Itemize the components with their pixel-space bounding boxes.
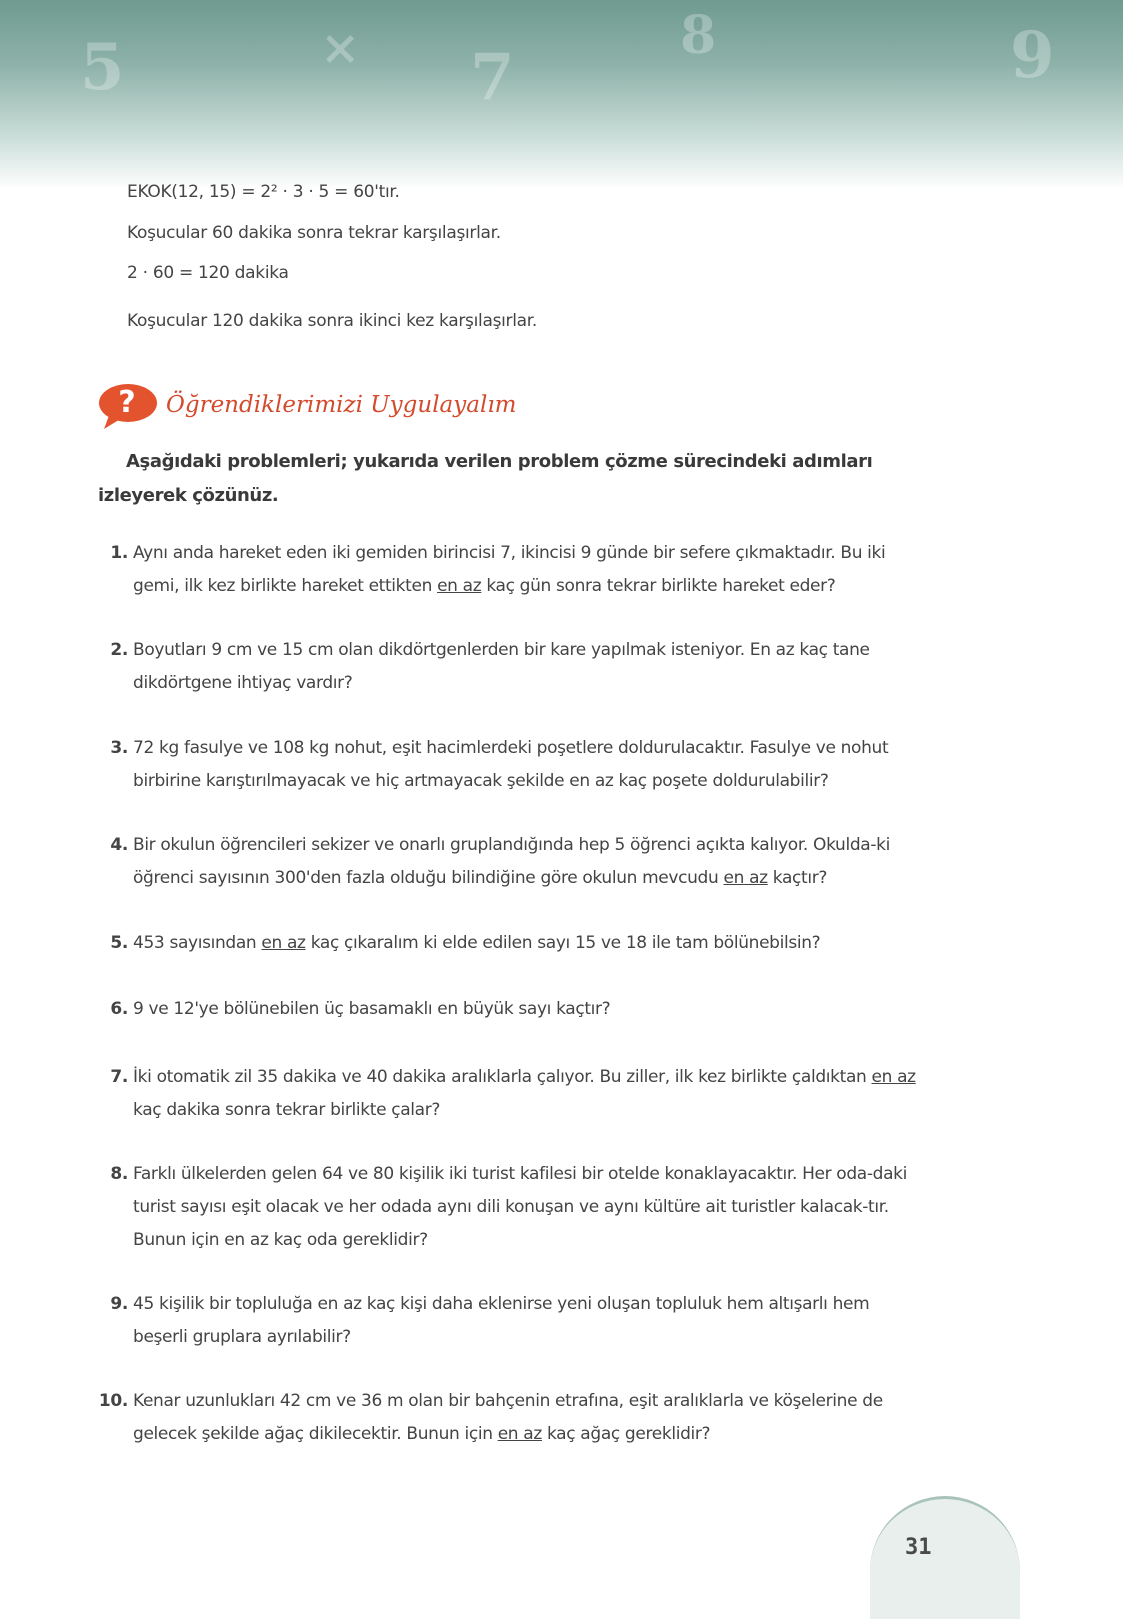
problem-item <box>98 732 928 798</box>
problem-text-part: kaç ağaç gereklidir? <box>541 1424 711 1444</box>
page-number: 31 <box>905 1535 932 1560</box>
problem-number: 8. <box>110 1164 128 1184</box>
header-digit: × <box>320 20 361 76</box>
header-digit: 8 <box>680 5 717 66</box>
problem-text <box>133 1385 928 1451</box>
solution-line-calc: 2 · 60 = 120 dakika <box>127 263 289 283</box>
header-digit: 5 <box>80 30 125 105</box>
problem-text-part: kaç çıkaralım ki elde edilen sayı 15 ve 18 ile tam bölünebilsin? <box>305 933 821 953</box>
problem-item <box>98 1288 928 1354</box>
instructions-text: Aşağıdaki problemleri; yukarıda verilen problem çözme sürecindeki adımları izleyerek çözünüz. <box>98 451 873 506</box>
problem-text-part: kaç dakika sonra tekrar birlikte çalar? <box>133 1100 441 1120</box>
problem-number: 9. <box>110 1294 128 1314</box>
problem-text-part: Boyutları 9 cm ve 15 cm olan dikdörtgenlerden bir kare yapılmak isteniyor. En az kaç tane dikdörtgene ihtiyaç vardır? <box>133 640 870 693</box>
problem-item <box>98 993 928 1026</box>
problem-number: 7. <box>110 1067 128 1087</box>
problem-text-part: Aynı anda hareket eden iki gemiden birincisi 7, ikincisi 9 günde bir sefere çıkmaktadır. Bu iki gemi, ilk kez birlikte hareket ettikten <box>133 543 886 596</box>
problem-number: 6. <box>110 999 128 1019</box>
problem-text <box>133 1158 928 1257</box>
header-banner <box>0 0 1123 190</box>
problem-text-part: Kenar uzunlukları 42 cm ve 36 m olan bir bahçenin etrafına, eşit aralıklarla ve köşelerine de gelecek şekilde ağaç dikilecektir. Bunun için <box>133 1391 883 1444</box>
problem-text <box>133 732 928 798</box>
problem-text-part: 453 sayısından <box>133 933 262 953</box>
question-bubble-icon <box>98 383 156 427</box>
underlined-keyword: en az <box>261 933 306 953</box>
problem-item <box>98 829 928 895</box>
problem-item <box>98 1061 928 1127</box>
problem-text-part: 45 kişilik bir topluluğa en az kaç kişi daha eklenirse yeni oluşan topluluk hem altışarlı hem beşerli gruplara ayrılabilir? <box>133 1294 870 1347</box>
problem-text-part: 72 kg fasulye ve 108 kg nohut, eşit hacimlerdeki poşetlere doldurulacaktır. Fasulye ve nohut birbirine karıştırılmayacak ve hiç artmayacak şekilde en az kaç poşete doldurulabilir? <box>133 738 889 791</box>
problem-item <box>98 537 928 603</box>
section-title: Öğrendiklerimizi Uygulayalım <box>166 392 517 418</box>
problem-text-part: Farklı ülkelerden gelen 64 ve 80 kişilik iki turist kafilesi bir otelde konaklayacaktır. Her oda-daki turist sayısı eşit olacak ve her odada aynı dili konuşan ve aynı kültüre ait turistler kalacak-tır. Bunun için en az kaç oda gereklidir? <box>133 1164 908 1250</box>
problem-item <box>98 1158 928 1257</box>
solution-line-ekok: EKOK(12, 15) = 2² · 3 · 5 = 60'tır. <box>127 182 400 202</box>
solution-line-second-meet: Koşucular 120 dakika sonra ikinci kez karşılaşırlar. <box>127 311 538 331</box>
underlined-keyword: en az <box>497 1424 542 1444</box>
instructions <box>98 445 918 513</box>
problem-text-part: Bir okulun öğrencileri sekizer ve onarlı gruplandığında hep 5 öğrenci açıkta kalıyor. Okulda-ki öğrenci sayısının 300'den fazla olduğu bilindiğine göre okulun mevcudu <box>133 835 891 888</box>
question-mark: ? <box>118 385 136 420</box>
underlined-keyword: en az <box>437 576 482 596</box>
header-digit: 9 <box>1010 18 1055 93</box>
problem-text <box>133 993 928 1026</box>
problem-text-part: 9 ve 12'ye bölünebilen üç basamaklı en büyük sayı kaçtır? <box>133 999 611 1019</box>
underlined-keyword: en az <box>871 1067 916 1087</box>
problem-item <box>98 1385 928 1451</box>
problem-text <box>133 1288 928 1354</box>
problem-number: 3. <box>110 738 128 758</box>
problem-item <box>98 634 928 700</box>
problem-text <box>133 927 928 960</box>
problem-number: 1. <box>110 543 128 563</box>
problem-item <box>98 927 928 960</box>
problem-number: 2. <box>110 640 128 660</box>
page-number-tab <box>870 1496 1020 1619</box>
problem-text-part: kaçtır? <box>767 868 828 888</box>
problem-text <box>133 634 928 700</box>
problem-text <box>133 537 928 603</box>
problem-number: 5. <box>110 933 128 953</box>
problem-number: 10. <box>98 1391 128 1411</box>
problem-text-part: kaç gün sonra tekrar birlikte hareket eder? <box>481 576 836 596</box>
header-digit: 7 <box>470 40 515 115</box>
underlined-keyword: en az <box>723 868 768 888</box>
problem-text <box>133 1061 928 1127</box>
section-heading <box>98 380 517 430</box>
problem-text <box>133 829 928 895</box>
solution-line-meet: Koşucular 60 dakika sonra tekrar karşılaşırlar. <box>127 223 501 243</box>
problem-text-part: İki otomatik zil 35 dakika ve 40 dakika aralıklarla çalıyor. Bu ziller, ilk kez birlikte çaldıktan <box>133 1067 872 1087</box>
problem-number: 4. <box>110 835 128 855</box>
